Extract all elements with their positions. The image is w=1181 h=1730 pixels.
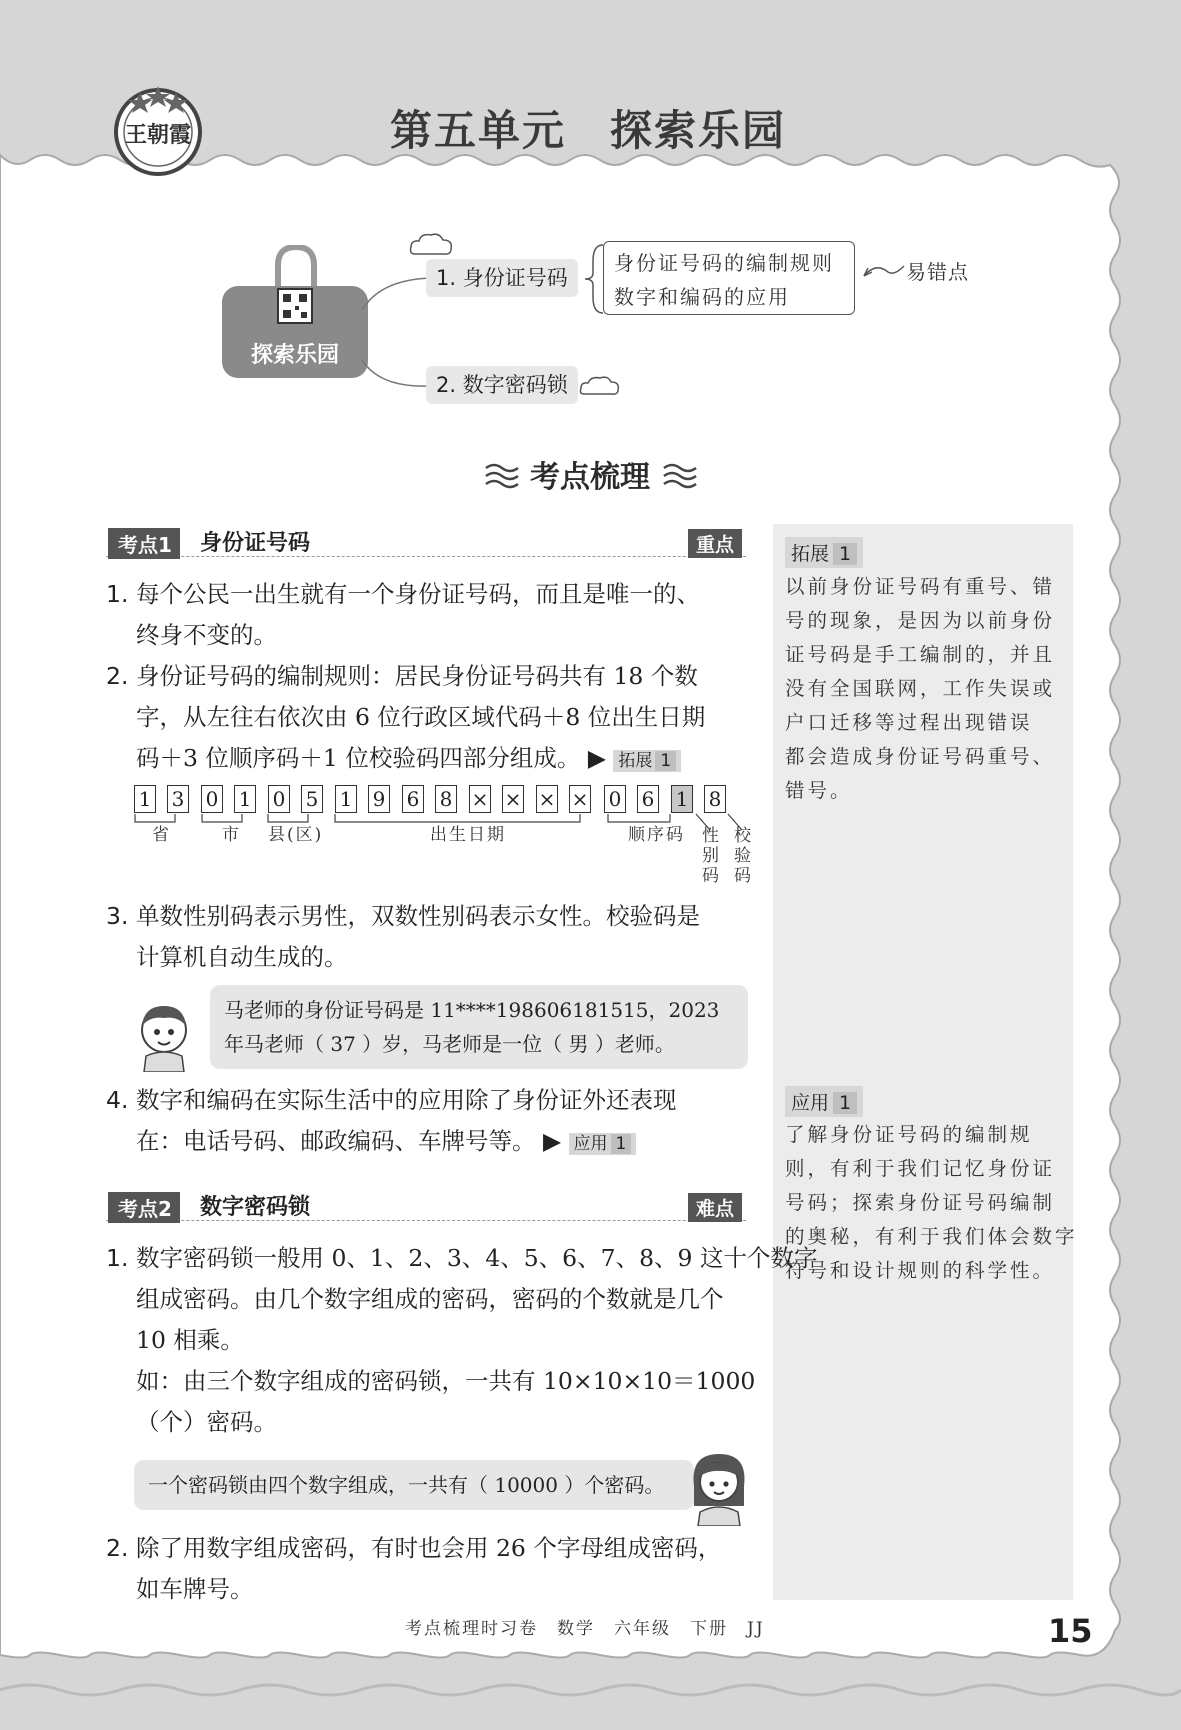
mindmap-branch-lock: 2. 数字密码锁 [426, 366, 578, 404]
page-number: 15 [1048, 1612, 1093, 1650]
item-number: 1. [106, 1244, 129, 1272]
sidebar-tag-extend-label: 拓展 [791, 543, 830, 565]
mindmap-branch-id-number: 1. 身份证号码 [426, 259, 578, 297]
cloud-small-icon [578, 372, 622, 400]
topic2-tag: 考点2 [108, 1192, 180, 1223]
topic1-badge: 重点 [688, 529, 742, 558]
topic1-item3 [106, 896, 746, 978]
gender-char: 码 [702, 866, 721, 886]
sidebar-line: 错号。 [785, 779, 853, 802]
id-digit-box: 0 [201, 785, 223, 813]
item-line: 在：电话号码、邮政编码、车牌号等。 [136, 1127, 536, 1155]
item-line: 字，从左往右依次由 6 位行政区域代码＋8 位出生日期 [136, 703, 706, 731]
item-line: （个）密码。 [136, 1408, 277, 1436]
teacher-id-bubble [210, 985, 748, 1069]
gender-char: 别 [702, 846, 721, 866]
id-digit-box: 9 [368, 785, 390, 813]
id-digit-box: 8 [704, 785, 726, 813]
wave-right-icon [662, 460, 698, 490]
item-line: 单数性别码表示男性，双数性别码表示女性。校验码是 [136, 902, 700, 930]
id-digit-box: 3 [167, 785, 189, 813]
sidebar-line: 的奥秘，有利于我们体会数字 [785, 1225, 1078, 1248]
topic1-tag: 考点1 [108, 528, 180, 559]
sidebar-tag-apply [785, 1086, 863, 1117]
item-line: 如车牌号。 [136, 1575, 254, 1603]
arrow-right-icon: ▶ [542, 1127, 562, 1155]
check-char: 码 [734, 866, 753, 886]
item-line: 计算机自动生成的。 [136, 943, 348, 971]
id-label-birth: 出生日期 [430, 825, 506, 845]
id-digit-box: 1 [335, 785, 357, 813]
item-line: 组成密码。由几个数字组成的密码，密码的个数就是几个 [136, 1285, 724, 1313]
topic2-badge: 难点 [688, 1193, 742, 1222]
sidebar-line: 则，有利于我们记忆身份证 [785, 1157, 1056, 1180]
item-line: 10 相乘。 [136, 1326, 244, 1354]
id-digit-box: × [469, 785, 491, 813]
id-digit-box: 5 [301, 785, 323, 813]
mindmap-sub-application: 数字和编码的应用 [614, 285, 790, 309]
brand-logo [110, 82, 206, 178]
ref-tag-label: 应用 [573, 1134, 608, 1154]
sidebar-extend-text [785, 570, 1055, 808]
sidebar-tag-apply-label: 应用 [791, 1092, 830, 1114]
mindmap-root-label: 探索乐园 [250, 343, 339, 368]
mindmap-sub-rule: 身份证号码的编制规则 [614, 251, 834, 275]
topic1-item1 [106, 574, 746, 656]
id-label-county: 县(区) [268, 825, 324, 845]
topic2-item2 [106, 1528, 746, 1610]
bubble-line: 年马老师（ 37 ）岁，马老师是一位（ 男 ）老师。 [224, 1032, 675, 1056]
id-label-check [734, 826, 753, 886]
lock-count-bubble [134, 1460, 694, 1510]
item-number: 2. [106, 1534, 129, 1562]
id-digit-box: 6 [637, 785, 659, 813]
ref-tag-num: 1 [611, 1134, 632, 1154]
curly-arrow-icon [860, 250, 906, 290]
sidebar-line: 号的现象，是因为以前身份 [785, 609, 1056, 632]
footer-book-info: 考点梳理时习卷 数学 六年级 下册 JJ [405, 1619, 765, 1639]
item-line: 如：由三个数字组成的密码锁，一共有 10×10×10＝1000 [136, 1367, 756, 1395]
logo-text: 王朝霞 [124, 122, 192, 148]
id-digit-row [0, 0, 1, 1]
check-char: 验 [734, 846, 753, 866]
id-label-city: 市 [222, 825, 241, 845]
id-digit-box: 1 [671, 785, 693, 813]
id-digit-box: 6 [402, 785, 424, 813]
boy-avatar [128, 996, 204, 1072]
sidebar-line: 以前身份证号码有重号、错 [785, 575, 1056, 598]
sidebar-line: 证号码是手工编制的，并且 [785, 643, 1056, 666]
item-number: 3. [106, 902, 129, 930]
ref-tag-extend [613, 750, 681, 772]
topic1-title: 身份证号码 [200, 531, 311, 556]
arrow-right-icon: ▶ [587, 744, 606, 772]
item-number: 2. [106, 662, 129, 690]
ref-tag-label: 拓展 [618, 751, 653, 771]
sidebar-tag-apply-num: 1 [833, 1092, 857, 1114]
page-title: 第五单元 探索乐园 [390, 106, 787, 155]
sidebar-tag-extend [785, 537, 863, 568]
gender-char: 性 [702, 826, 721, 846]
topic2-title: 数字密码锁 [200, 1195, 311, 1220]
id-digit-box: 8 [435, 785, 457, 813]
sidebar-line: 没有全国联网，工作失误或 [785, 677, 1056, 700]
topic2-item1 [106, 1238, 818, 1443]
item-line: 数字和编码在实际生活中的应用除了身份证外还表现 [136, 1086, 677, 1114]
id-digit-box: 0 [268, 785, 290, 813]
id-digit-box: 1 [234, 785, 256, 813]
sidebar-line: 号码；探索身份证号码编制 [785, 1191, 1056, 1214]
sidebar-line: 符号和设计规则的科学性。 [785, 1259, 1056, 1282]
id-digit-box: × [536, 785, 558, 813]
item-number: 4. [106, 1086, 129, 1114]
id-label-order: 顺序码 [628, 825, 685, 845]
item-line: 码＋3 位顺序码＋1 位校验码四部分组成。 [136, 744, 581, 772]
topic1-item2 [106, 656, 746, 782]
item-line: 每个公民一出生就有一个身份证号码，而且是唯一的、 [136, 580, 700, 608]
item-number: 1. [106, 580, 129, 608]
bubble-line: 马老师的身份证号码是 11****198606181515，2023 [224, 998, 720, 1022]
item-line: 除了用数字组成密码，有时也会用 26 个字母组成密码， [136, 1534, 722, 1562]
section-title: 考点梳理 [530, 460, 650, 495]
sidebar-tag-extend-num: 1 [833, 543, 857, 565]
sidebar-line: 户口迁移等过程出现错误 [785, 711, 1033, 734]
qr-code-icon [275, 286, 315, 326]
girl-avatar [684, 1446, 754, 1526]
id-label-gender [702, 826, 721, 886]
ref-tag-num: 1 [655, 751, 676, 771]
cloud-icon [407, 230, 455, 260]
item-line: 数字密码锁一般用 0、1、2、3、4、5、6、7、8、9 这十个数字 [136, 1244, 818, 1272]
id-digit-box: × [502, 785, 524, 813]
id-label-province: 省 [152, 825, 171, 845]
id-digit-box: × [569, 785, 591, 813]
sidebar-line: 都会造成身份证号码重号、 [785, 745, 1056, 768]
topic1-item4 [106, 1080, 746, 1165]
id-digit-box: 1 [134, 785, 156, 813]
sidebar-apply-text [785, 1118, 1078, 1288]
item-line: 身份证号码的编制规则：居民身份证号码共有 18 个数 [136, 662, 698, 690]
id-digit-box: 0 [604, 785, 626, 813]
bubble-line: 一个密码锁由四个数字组成，一共有（ 10000 ）个密码。 [148, 1473, 665, 1497]
ref-tag-apply [569, 1133, 637, 1155]
easy-error-label: 易错点 [906, 260, 969, 284]
item-line: 终身不变的。 [136, 621, 277, 649]
check-char: 校 [734, 826, 753, 846]
sidebar-line: 了解身份证号码的编制规 [785, 1123, 1033, 1146]
